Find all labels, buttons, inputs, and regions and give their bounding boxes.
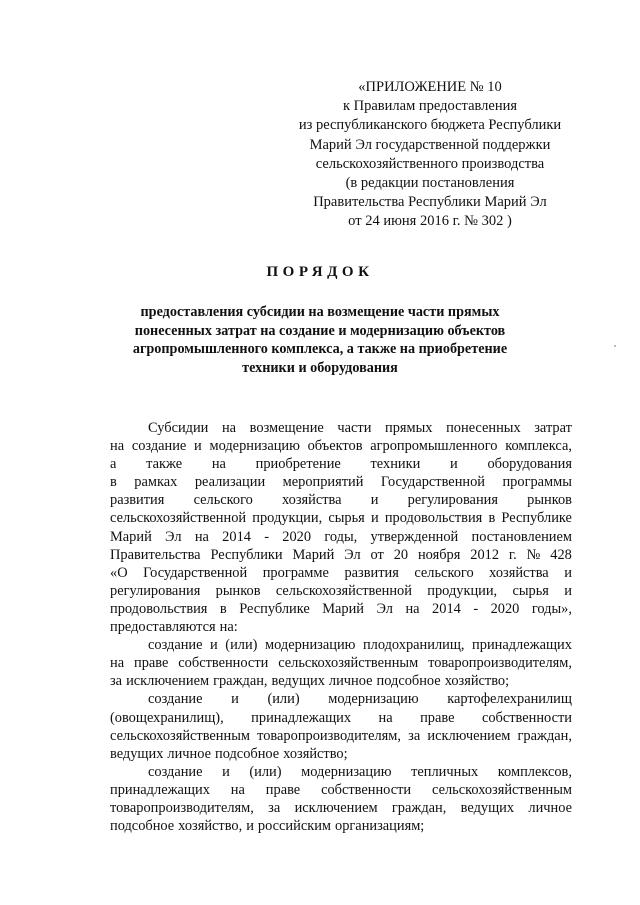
- body-word: на: [194, 528, 209, 545]
- body-word: в: [110, 474, 117, 491]
- body-line: [110, 763, 572, 781]
- body-word: и: [564, 582, 572, 599]
- subtitle-line: понесенных затрат на создание и модернизацию объектов: [134, 322, 506, 339]
- body-word: Правительства: [110, 546, 201, 563]
- body-word: ведущих: [271, 673, 325, 690]
- body-word: 428: [550, 546, 572, 563]
- body-word: 2014: [432, 600, 461, 617]
- body-word: возмещение: [249, 420, 324, 436]
- body-word: сырья: [328, 510, 365, 527]
- body-word: продукции,: [427, 582, 498, 599]
- body-word: модернизацию: [301, 763, 392, 780]
- subtitle-line: агропромышленного комплекса, а также на приобретение: [132, 341, 508, 358]
- body-word: на: [110, 655, 125, 672]
- body-word: российским: [257, 818, 332, 835]
- body-word: утвержденной: [370, 528, 459, 545]
- body-word: рынков: [527, 492, 572, 509]
- body-word: праве: [134, 655, 169, 672]
- body-line: [110, 564, 572, 582]
- body-word: создание: [148, 637, 203, 654]
- body-word: сельскохозяйственной: [110, 510, 247, 527]
- appendix-line: от 24 июня 2016 г. № 302 ): [348, 213, 512, 230]
- body-word: сырья: [512, 582, 549, 599]
- body-word: продукции,: [252, 510, 323, 527]
- body-word: 2014: [222, 528, 251, 545]
- body-word: модернизацию: [209, 438, 300, 455]
- body-word: годы»,: [531, 600, 572, 617]
- body-word: продовольствия: [110, 600, 208, 617]
- body-word: подсобное: [215, 745, 280, 762]
- body-word: личное: [328, 673, 373, 690]
- body-word: создание: [148, 691, 203, 708]
- body-word: годы,: [324, 528, 358, 545]
- body-word: товаропроизводителям,: [110, 799, 254, 816]
- body-word: и: [194, 438, 202, 455]
- body-word: продовольствия: [384, 510, 483, 527]
- body-word: на: [378, 709, 393, 726]
- body-word: Эл: [376, 600, 393, 617]
- body-word: тепличных: [411, 763, 479, 780]
- body-line: [110, 654, 572, 672]
- body-word: создание: [148, 763, 203, 780]
- body-line: [110, 546, 572, 564]
- body-word: и: [370, 510, 379, 527]
- body-word: агропромышленного: [370, 438, 498, 455]
- body-word: программы: [502, 474, 572, 491]
- body-word: граждан,: [213, 673, 268, 690]
- body-line: [110, 727, 572, 745]
- body-word: комплекса,: [505, 438, 572, 455]
- body-word: исключением: [427, 727, 511, 744]
- body-word: в: [219, 600, 227, 617]
- appendix-line: «ПРИЛОЖЕНИЕ № 10: [358, 79, 502, 95]
- body-word: ноября: [417, 546, 461, 563]
- body-word: и: [246, 818, 254, 835]
- body-word: рамках: [134, 474, 178, 491]
- body-line: [110, 636, 572, 654]
- body-word: части: [337, 420, 372, 436]
- body-word: Субсидии: [148, 420, 209, 436]
- body-line: [110, 582, 572, 600]
- body-word: реализации: [194, 474, 266, 491]
- body-line: [110, 455, 572, 473]
- body-word: (или): [225, 637, 258, 654]
- body-word: на: [110, 438, 125, 455]
- body-word: постановлением: [471, 528, 572, 545]
- body-word: прямых: [385, 420, 433, 436]
- body-word: (овощехранилищ),: [110, 709, 224, 726]
- appendix-line: из республиканского бюджета Республики: [298, 117, 562, 134]
- body-word: за: [268, 799, 281, 816]
- body-word: -: [264, 528, 270, 545]
- body-word: 2020: [490, 600, 520, 617]
- body-line: [110, 690, 572, 708]
- body-line: [110, 491, 572, 509]
- body-word: сельскохозяйственным: [278, 655, 419, 672]
- body-word: сельскохозяйственным: [110, 727, 250, 744]
- body-word: организациям;: [335, 818, 425, 835]
- body-word: техники: [370, 456, 421, 473]
- body-word: и: [450, 456, 458, 473]
- body-word: Марий: [322, 600, 364, 617]
- body-word: плодохранилищ,: [362, 637, 465, 654]
- body-word: на: [230, 781, 245, 798]
- body-word: Государственной: [380, 474, 485, 491]
- body-word: и: [222, 763, 230, 780]
- body-word: (или): [267, 691, 300, 708]
- body-word: ведущих: [460, 799, 515, 816]
- body-word: развития: [110, 492, 165, 509]
- body-word: 2012: [470, 546, 500, 563]
- body-word: от: [370, 546, 384, 563]
- body-word: Марий: [292, 546, 335, 563]
- body-word: хозяйство,: [178, 818, 243, 835]
- body-word: собственности: [481, 709, 572, 726]
- body-word: на: [221, 420, 237, 436]
- body-word: за: [408, 727, 421, 744]
- body-line: [110, 419, 572, 437]
- body-word: на: [405, 600, 420, 617]
- body-word: а: [110, 456, 117, 473]
- appendix-header: [290, 78, 570, 232]
- body-word: исключением: [294, 799, 378, 816]
- body-word: объектов: [307, 438, 363, 455]
- body-word: хозяйство;: [444, 673, 510, 690]
- body-word: -: [473, 600, 479, 617]
- body-word: принадлежащих: [472, 637, 572, 654]
- body-word: сельского: [193, 492, 253, 509]
- body-word: комплексов,: [497, 763, 572, 780]
- body-word: Республике: [239, 600, 310, 617]
- body-word: «О: [110, 564, 128, 581]
- document-title: ПОРЯДОК: [266, 264, 374, 280]
- body-word: рынков: [215, 582, 261, 599]
- body-word: оборудования: [487, 456, 572, 473]
- body-word: принадлежащих: [251, 709, 352, 726]
- body-line: [110, 509, 572, 527]
- body-word: Эл: [344, 546, 361, 563]
- document-body: [110, 419, 572, 835]
- body-word: картофелехранилищ: [447, 691, 572, 708]
- body-word: собственности: [178, 655, 269, 672]
- body-word: собственности: [321, 781, 412, 798]
- body-word: затрат: [534, 420, 572, 436]
- body-word: регулирования: [407, 492, 498, 509]
- body-line: [110, 799, 572, 817]
- body-word: ведущих: [110, 745, 164, 762]
- body-word: граждан,: [391, 799, 447, 816]
- body-line: [110, 528, 572, 546]
- body-line: [110, 473, 572, 491]
- subtitle-line: техники и оборудования: [242, 359, 398, 376]
- body-word: приобретение: [255, 456, 341, 473]
- body-word: исключением: [126, 673, 210, 690]
- body-line: [110, 709, 572, 727]
- body-word: №: [526, 546, 541, 563]
- appendix-line: к Правилам предоставления: [342, 98, 518, 115]
- body-line: [110, 817, 572, 835]
- body-word: 2020: [282, 528, 312, 545]
- body-word: модернизацию: [264, 637, 356, 654]
- appendix-line: Правительства Республики Марий Эл: [313, 194, 547, 211]
- body-word: также: [146, 456, 183, 473]
- body-word: на: [211, 456, 226, 473]
- body-word: товаропроизводителям,: [257, 727, 401, 744]
- body-word: сельского: [414, 564, 474, 581]
- body-line: [110, 672, 572, 690]
- body-word: на:: [219, 619, 238, 636]
- body-line: [110, 437, 572, 455]
- body-word: подсобное: [376, 673, 441, 690]
- body-word: программе: [262, 564, 329, 581]
- body-word: сельскохозяйственной: [275, 582, 412, 599]
- body-word: хозяйства: [489, 564, 549, 581]
- body-word: и: [370, 492, 379, 509]
- body-word: мероприятий: [282, 474, 364, 491]
- body-word: Государственной: [143, 564, 248, 581]
- body-word: Республики: [210, 546, 283, 563]
- appendix-line: сельскохозяйственного производства: [315, 155, 545, 172]
- body-word: понесенных: [446, 420, 521, 436]
- body-line: [110, 600, 572, 618]
- body-word: принадлежащих: [110, 781, 210, 798]
- appendix-line: (в редакции постановления: [345, 175, 515, 192]
- body-word: за: [110, 673, 123, 690]
- body-word: (или): [249, 763, 282, 780]
- body-line: [110, 745, 572, 763]
- body-word: Республике: [501, 510, 572, 527]
- body-word: в: [488, 510, 496, 527]
- body-word: и: [231, 691, 239, 708]
- body-word: 20: [393, 546, 409, 563]
- body-line: [110, 781, 572, 799]
- body-word: регулирования: [110, 582, 201, 599]
- scan-speck: [614, 345, 616, 347]
- body-word: сельскохозяйственным: [432, 781, 572, 798]
- body-word: граждан,: [517, 727, 572, 744]
- body-word: модернизацию: [328, 691, 419, 708]
- body-word: личное: [167, 745, 211, 762]
- body-word: предоставляются: [110, 619, 216, 636]
- body-word: праве: [265, 781, 301, 798]
- body-word: хозяйство;: [283, 745, 348, 762]
- body-word: хозяйства: [282, 492, 342, 509]
- body-word: и: [564, 564, 572, 581]
- appendix-line: Марий Эл государственной поддержки: [309, 136, 551, 153]
- document-subtitle: [100, 303, 540, 377]
- body-word: праве: [420, 709, 455, 726]
- body-word: и: [210, 637, 218, 654]
- body-word: подсобное: [110, 818, 175, 835]
- body-word: создание: [131, 438, 187, 455]
- body-word: развития: [344, 564, 399, 581]
- body-word: Марий: [110, 528, 152, 545]
- subtitle-line: предоставления субсидии на возмещение части прямых: [140, 304, 500, 320]
- body-line: [110, 618, 572, 636]
- body-word: товаропроизводителям,: [428, 655, 572, 672]
- body-word: Эл: [165, 528, 182, 545]
- body-word: г.: [508, 546, 517, 563]
- body-word: личное: [528, 799, 572, 816]
